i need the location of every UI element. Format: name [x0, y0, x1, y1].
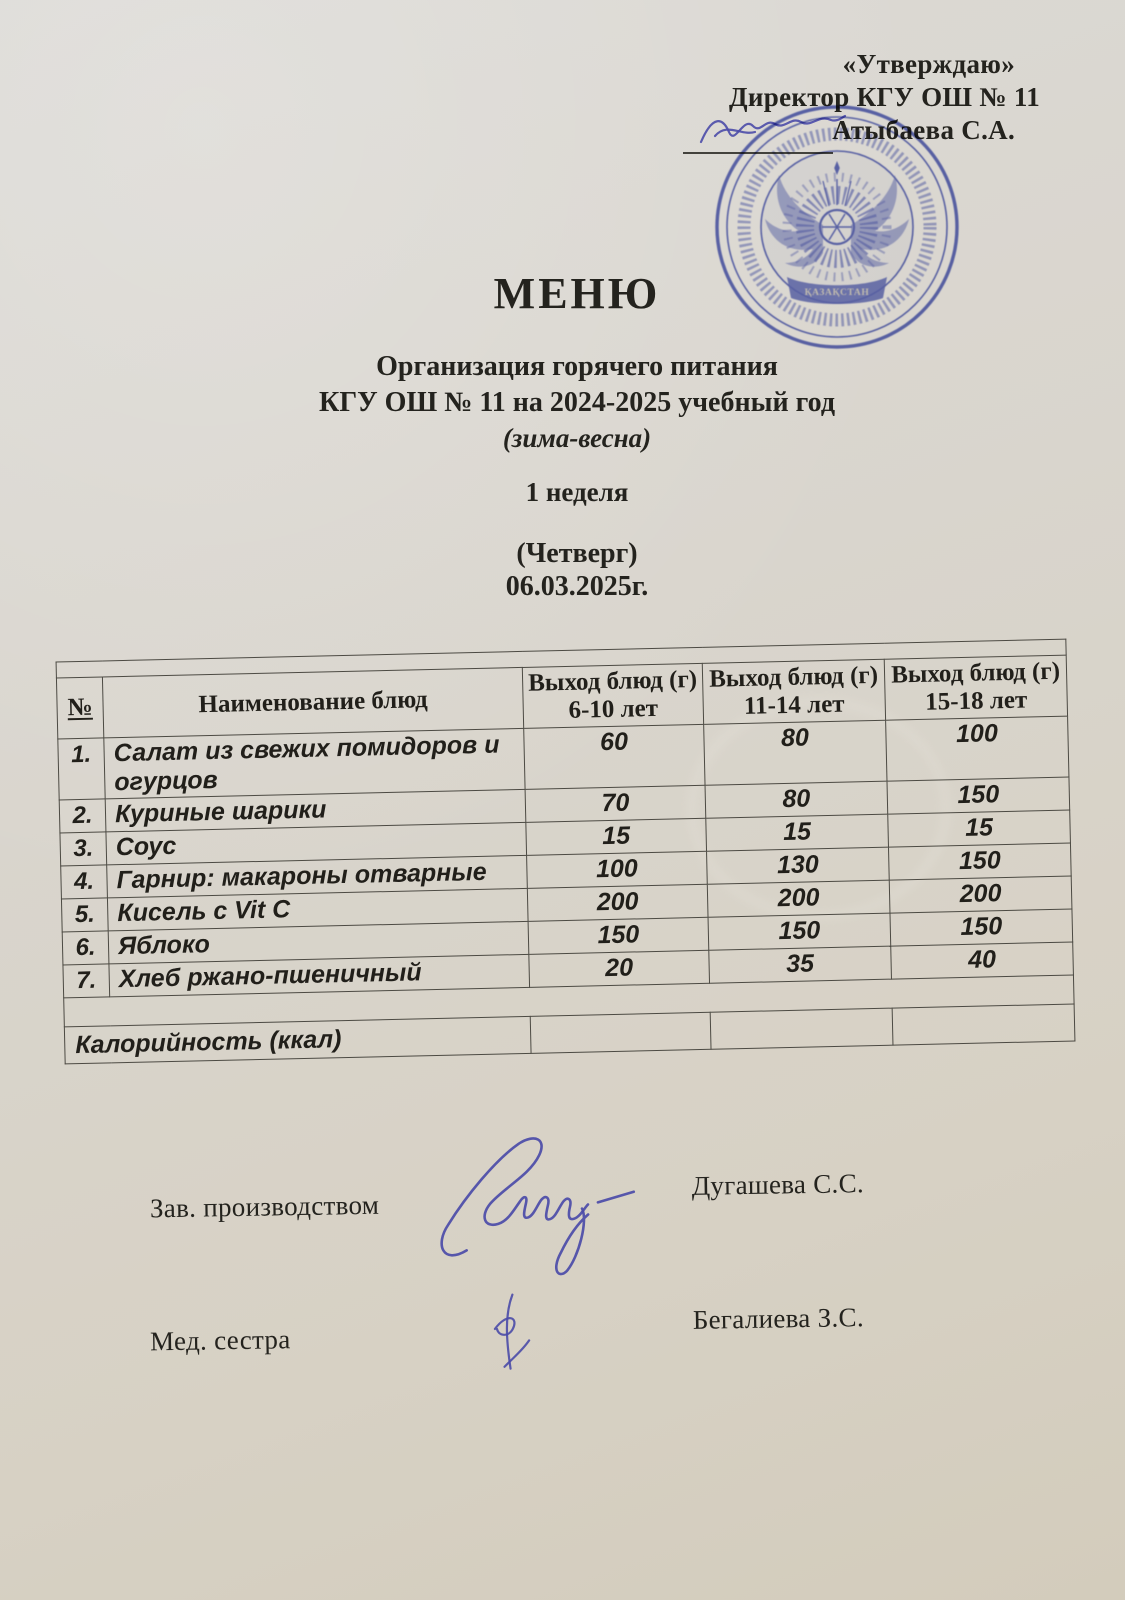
week-line: 1 неделя	[525, 477, 629, 507]
portion-11-14-cell: 150	[708, 913, 891, 950]
dish-name-cell: Кисель с Vit C	[107, 888, 528, 931]
menu-title: МЕНЮ	[493, 269, 661, 318]
col-header-dish-name: Наименование блюд	[102, 667, 523, 738]
row-number-cell: 3.	[60, 832, 107, 866]
dish-name-cell: Хлеб ржано-пшеничный	[109, 954, 530, 997]
portion-15-18-cell: 150	[887, 777, 1070, 814]
dish-name-cell: Яблоко	[108, 921, 529, 964]
portion-6-10-cell: 15	[526, 818, 707, 855]
approval-quote: «Утверждаю»	[842, 49, 1015, 79]
nurse-role-label: Мед. сестра	[149, 1324, 291, 1357]
portion-15-18-cell: 15	[888, 810, 1071, 847]
portion-15-18-cell: 200	[889, 876, 1072, 913]
date-line: 06.03.2025г.	[505, 571, 649, 602]
calories-label: Калорийность (ккал)	[64, 1016, 531, 1064]
row-number-cell: 4.	[61, 865, 108, 899]
row-number-cell: 6.	[62, 931, 109, 965]
row-number-cell: 1.	[58, 738, 105, 800]
manager-signature-icon	[431, 1126, 648, 1287]
col-header-portion-11-14: Выход блюд (г) 11-14 лет	[702, 659, 885, 724]
day-line: (Четверг)	[516, 538, 638, 569]
dish-name-cell: Гарнир: макароны отварные	[107, 855, 528, 898]
org-line-2: КГУ ОШ № 11 на 2024-2025 учебный год	[319, 387, 835, 418]
stamp-banner-label: ҚАЗАҚСТАН	[804, 288, 870, 298]
portion-6-10-cell: 20	[529, 950, 710, 987]
nurse-name: Бегалиева З.С.	[692, 1302, 865, 1335]
manager-role-label: Зав. производством	[149, 1189, 380, 1224]
portion-15-18-cell: 40	[891, 942, 1074, 979]
portion-11-14-cell: 80	[704, 720, 887, 785]
portion-6-10-cell: 200	[527, 884, 708, 921]
manager-name: Дугашева С.С.	[691, 1168, 865, 1201]
portion-6-10-cell: 150	[528, 917, 709, 954]
portion-11-14-cell: 80	[705, 781, 888, 818]
portion-11-14-cell: 35	[709, 946, 892, 983]
portion-11-14-cell: 200	[707, 880, 890, 917]
col-header-no: №	[56, 677, 103, 739]
approval-director-line: Директор КГУ ОШ № 11	[729, 82, 1040, 112]
row-number-cell: 7.	[63, 964, 110, 998]
org-line-1: Организация горячего питания	[376, 351, 778, 382]
menu-table	[56, 639, 1076, 1065]
portion-6-10-cell: 70	[525, 785, 706, 822]
calories-empty-cell	[710, 1008, 893, 1049]
portion-6-10-cell: 60	[524, 724, 705, 789]
nurse-signature-icon	[484, 1286, 535, 1377]
col-header-portion-6-10: Выход блюд (г) 6-10 лет	[522, 663, 703, 728]
portion-11-14-cell: 130	[707, 847, 890, 884]
portion-11-14-cell: 15	[706, 814, 889, 851]
calories-empty-cell	[530, 1012, 711, 1053]
col-header-portion-15-18: Выход блюд (г) 15-18 лет	[884, 655, 1067, 720]
portion-15-18-cell: 100	[886, 716, 1069, 781]
dish-name-cell: Куриные шарики	[105, 789, 526, 832]
calories-empty-cell	[892, 1004, 1075, 1045]
portion-15-18-cell: 150	[890, 909, 1073, 946]
approval-director-name: Атыбаева С.А.	[832, 115, 1015, 145]
row-number-cell: 5.	[61, 898, 108, 932]
nurse-signature-row	[139, 1265, 971, 1398]
season-line: (зима-весна)	[502, 423, 652, 453]
row-number-cell: 2.	[59, 799, 106, 833]
portion-15-18-cell: 150	[888, 843, 1071, 880]
dish-name-cell: Соус	[106, 822, 527, 865]
dish-name-cell: Салат из свежих помидоров и огурцов	[104, 728, 525, 799]
portion-6-10-cell: 100	[527, 851, 708, 888]
